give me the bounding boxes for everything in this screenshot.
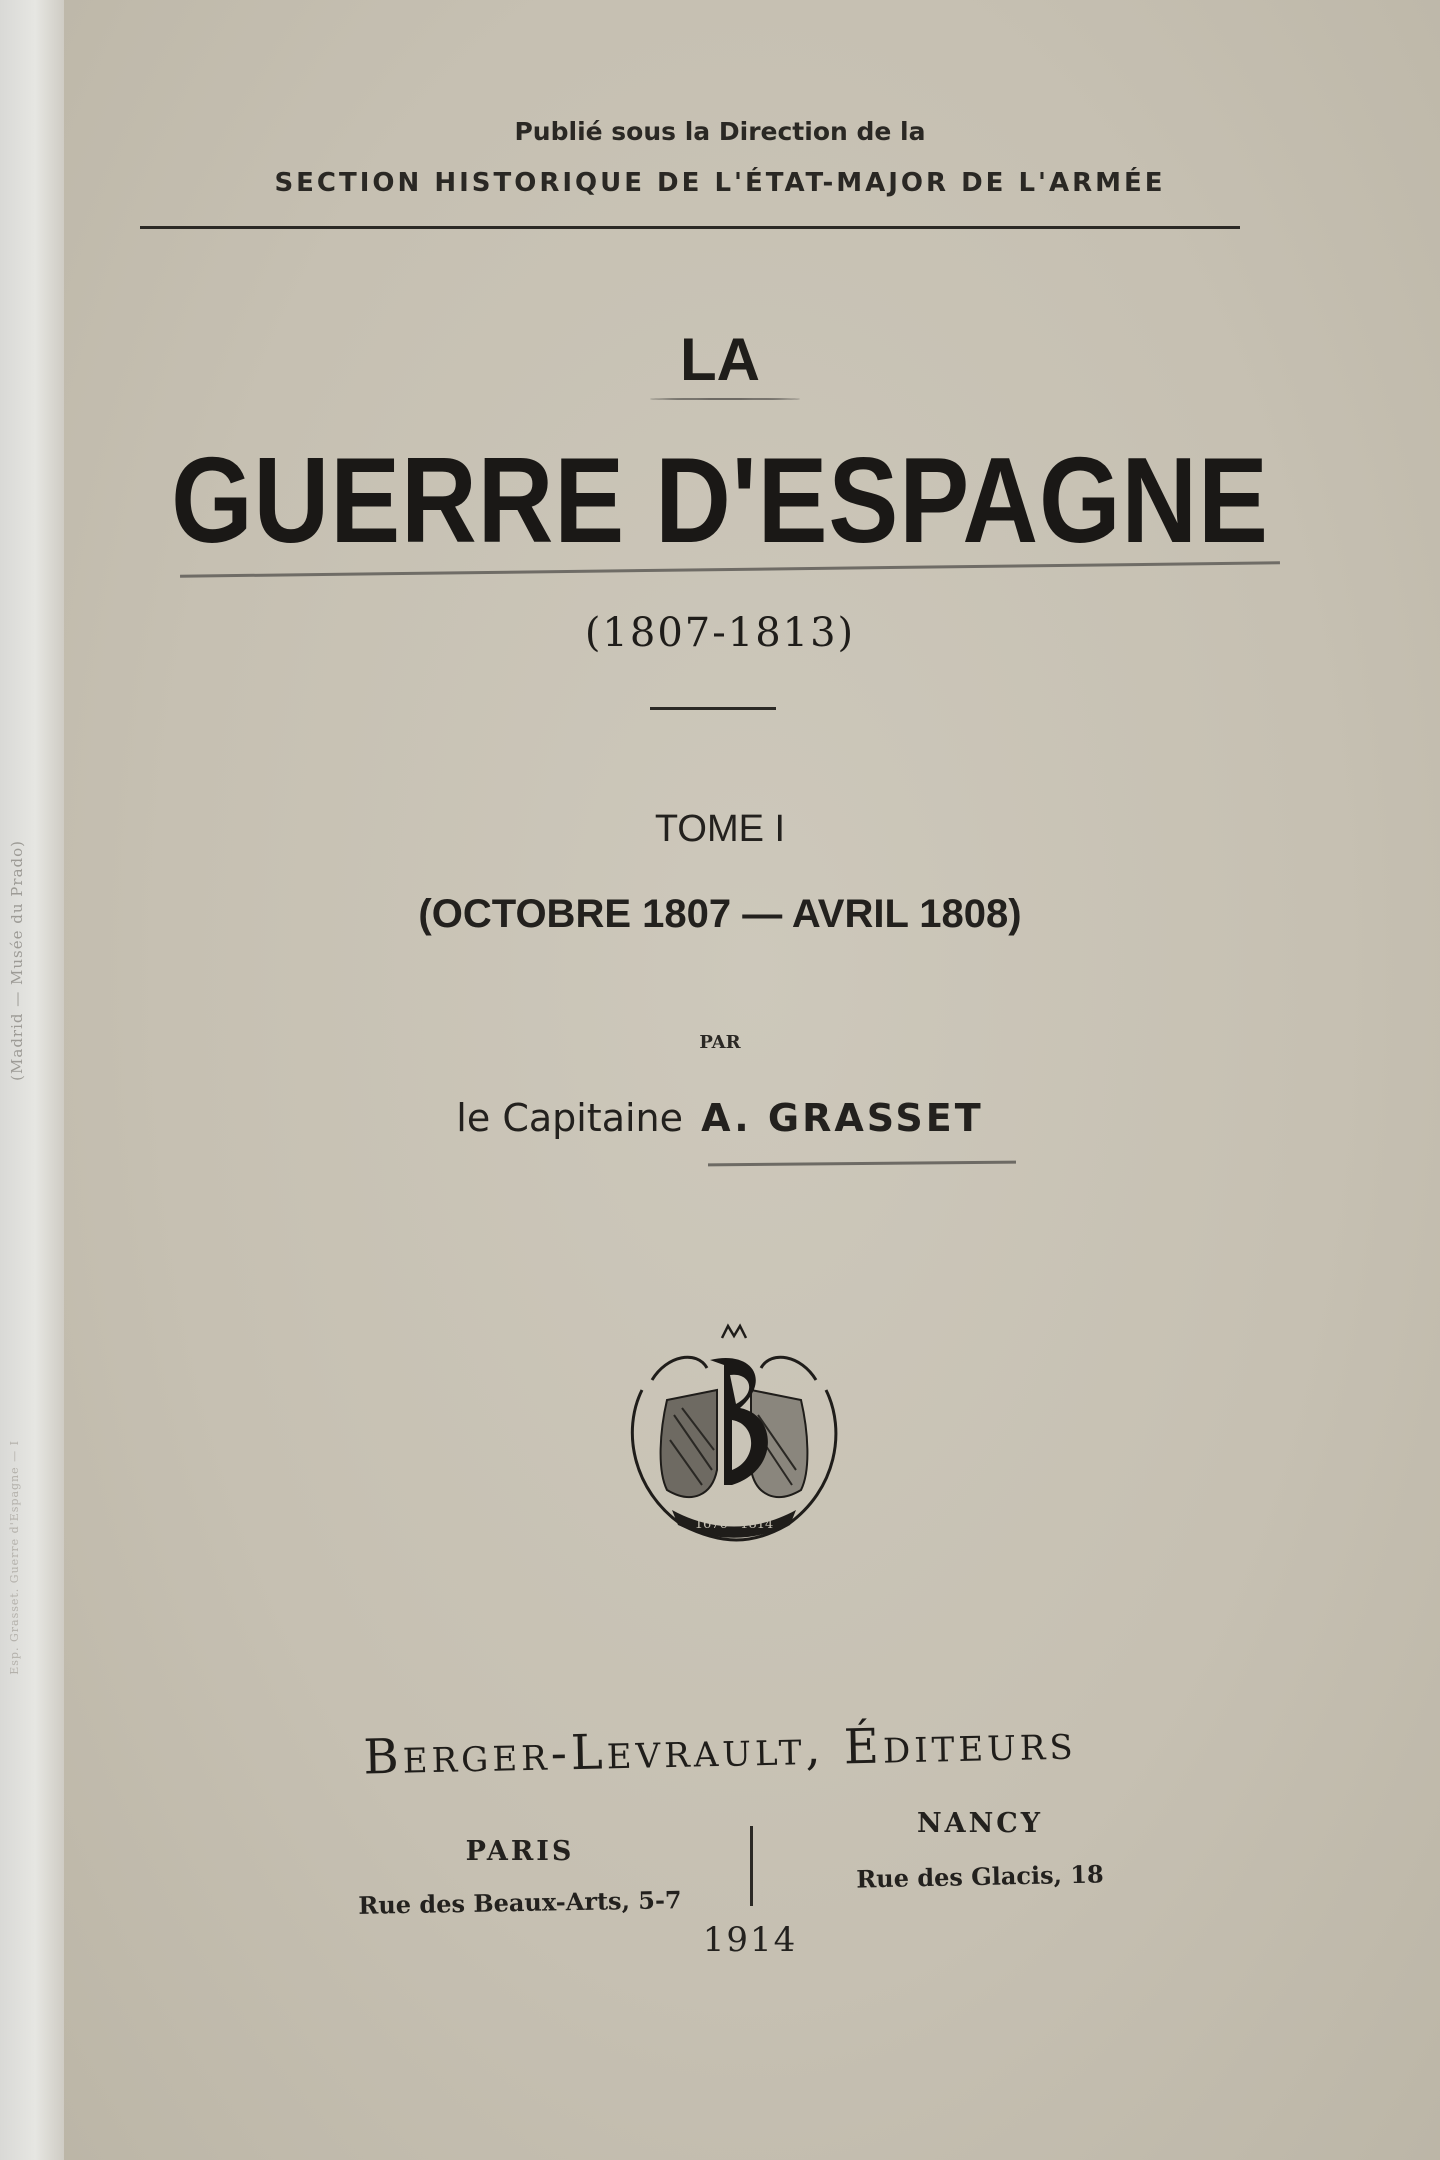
plate-caption-faint: Esp. Grasset. Guerre d'Espagne — I	[8, 1440, 21, 1675]
volume-date-range: (OCTOBRE 1807 — AVRIL 1808)	[418, 892, 1022, 936]
section-line: SECTION HISTORIQUE DE L'ÉTAT-MAJOR DE L'ARMÉE	[274, 168, 1166, 198]
publication-line: Publié sous la Direction de la	[514, 117, 926, 146]
title-article: LA	[680, 326, 760, 393]
author-line	[0, 1096, 1440, 1140]
author-name: A. GRASSET	[701, 1096, 984, 1140]
emblem-motto: 1676 · 1814	[694, 1517, 774, 1532]
pencil-underline-article	[650, 398, 800, 400]
adjacent-page-edge	[0, 0, 64, 2160]
publisher-street-paris: Rue des Beaux-Arts, 5-7	[358, 1885, 682, 1920]
main-title: GUERRE D'ESPAGNE	[171, 432, 1269, 568]
short-rule	[650, 707, 776, 710]
publication-year: 1914	[702, 1920, 798, 1960]
title-dates: (1807-1813)	[584, 610, 856, 656]
publisher-street-nancy: Rue des Glacis, 18	[855, 1859, 1104, 1894]
publisher-name: Berger-Levrault, Éditeurs	[362, 1714, 1078, 1786]
author-by: PAR	[699, 1032, 741, 1053]
top-rule	[140, 226, 1240, 229]
plate-caption: (Madrid — Musée du Prado)	[8, 840, 26, 1081]
author-rank: le Capitaine	[456, 1096, 684, 1140]
publisher-monogram-emblem-icon	[612, 1320, 856, 1550]
publisher-city-nancy: NANCY	[916, 1808, 1044, 1839]
volume-number: TOME I	[654, 808, 786, 850]
city-divider	[750, 1826, 753, 1906]
publisher-city-paris: PARIS	[465, 1836, 575, 1867]
